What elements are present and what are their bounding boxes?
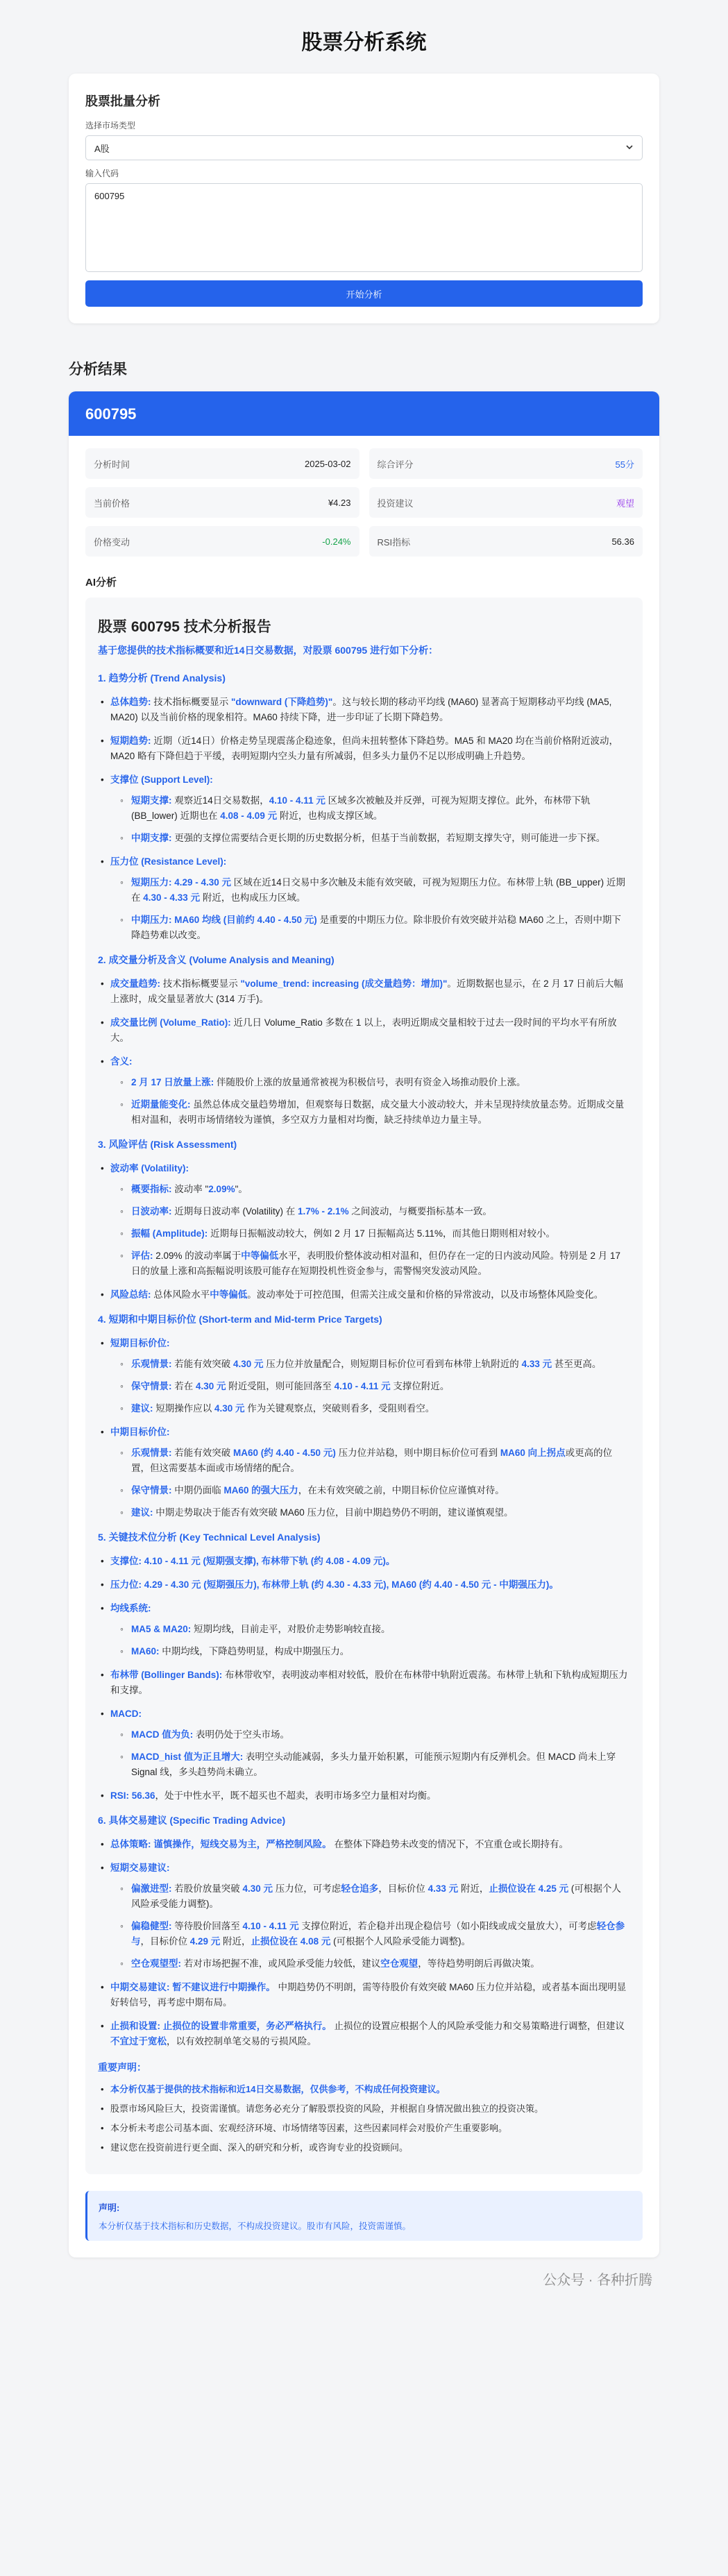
list-item: • MACD: ◦ MACD 值为负: 表明仍处于空头市场。 ◦ MACD_hist 值为正且增大: 表明空头动能减弱，多头力量开始积累，可能预示短期内有反弹机会。但 MACD 尚未上穿 Signal 线，多头趋势尚未确立。 [110, 1706, 630, 1780]
list-item: • 风险总结: 总体风险水平中等偏低。波动率处于可控范围，但需关注成交量和价格的异常波动，以及市场整体风险变化。 [110, 1287, 630, 1303]
section-trend: 1. 趋势分析 (Trend Analysis) [98, 672, 226, 684]
metric-change [85, 526, 359, 557]
metric-label: 综合评分 [377, 459, 414, 470]
list-item: ◦ MA60: 中期均线，下降趋势明显，构成中期强压力。 [131, 1644, 630, 1659]
code-textarea-value: 600795 [94, 191, 125, 201]
list-item: ◦ 中期压力: MA60 均线 (目前约 4.40 - 4.50 元) 是重要的中期压力位。除非股价有效突破并站稳 MA60 之上，否则中期下降趋势难以改变。 [131, 913, 630, 943]
list-item: ◦ 评估: 2.09% 的波动率属于中等偏低水平，表明股价整体波动相对温和，但仍存在一定的日内波动风险。特别是 2 月 17 日的放量上涨和高振幅说明该股可能存在短期投机性资金参与，需警惕突发波动风险。 [131, 1248, 630, 1279]
list-item: ◦ 振幅 (Amplitude): 近期每日振幅波动较大，例如 2 月 17 日振幅高达 5.11%，而其他日期则相对较小。 [131, 1226, 630, 1242]
result-stock-code: 600795 [69, 391, 659, 436]
metric-value: 2025-03-02 [305, 458, 351, 469]
start-analysis-button[interactable]: 开始分析 [85, 280, 643, 307]
metric-value: 56.36 [611, 536, 634, 547]
list-item: • 总体趋势: 技术指标概要显示 "downward (下降趋势)"。这与较长期的移动平均线 (MA60) 显著高于短期移动平均线 (MA5, MA20) 以及当前价格的现象相符。MA60 持续下降，进一步印证了长期下降趋势。 [110, 695, 630, 725]
list-item: • 均线系统: ◦ MA5 & MA20: 短期均线，目前走平，对股价走势影响较直接。 ◦ MA60: 中期均线，下降趋势明显，构成中期强压力。 [110, 1601, 630, 1659]
list-item: • 总体策略: 谨慎操作，短线交易为主，严格控制风险。 在整体下降趋势未改变的情况下，不宜重仓或长期持有。 [110, 1837, 630, 1852]
metric-label: 投资建议 [377, 498, 414, 509]
list-item: ◦ MACD_hist 值为正且增大: 表明空头动能减弱，多头力量开始积累，可能预示短期内有反弹机会。但 MACD 尚未上穿 Signal 线，多头趋势尚未确立。 [131, 1749, 630, 1780]
notice-box [85, 2191, 643, 2241]
code-input-label: 输入代码 [85, 169, 119, 178]
market-type-value: A股 [94, 143, 110, 154]
list-item: • 波动率 (Volatility): ◦ 概要指标: 波动率 "2.09%"。 ◦ 日波动率: 近期每日波动率 (Volatility) 在 1.7% - 2.1% 之间波动，与概要指标基本一致。 ◦ 振幅 (Amplitude): 近期每日振幅波动较大，例如 2 月 17 日振幅高达 5.11%，而其他日期则相对较小。 ◦ 评估: 2.09% 的波动率属于中等偏低水平，表明股价整体波动相对温和，但仍存在一定的日内波动风险。特别是 2 月 17 日的放量上涨和高振幅说明该股可能存在短期投机性资金参与，需警惕突发波动风险。 [110, 1161, 630, 1279]
list-item: ◦ 保守情景: 中期仍面临 MA60 的强大压力，在未有效突破之前，中期目标价位应谨慎对待。 [131, 1483, 630, 1498]
list-item: ◦ 偏稳健型: 等待股价回落至 4.10 - 4.11 元 支撑位附近，若企稳并出现企稳信号（如小阳线或成交量放大），可考虑轻仓参与，目标价位 4.29 元 附近，止损位设在 4.08 元 (可根据个人风险承受能力调整)。 [131, 1919, 630, 1949]
list-item: ◦ MACD 值为负: 表明仍处于空头市场。 [131, 1727, 630, 1743]
metrics-grid [69, 436, 659, 564]
section-volume: 2. 成交量分析及含义 (Volume Analysis and Meaning) [98, 954, 335, 965]
results-heading: 分析结果 [69, 362, 127, 378]
watermark [69, 2257, 659, 2299]
list-item: ◦ 建议: 短期操作应以 4.30 元 作为关键观察点，突破则看多，受阻则看空。 [131, 1401, 630, 1416]
notice-title: 声明: [99, 2203, 120, 2213]
list-item: • 含义: ◦ 2 月 17 日放量上涨: 伴随股价上涨的放量通常被视为积极信号，表明有资金入场推动股价上涨。 ◦ 近期量能变化: 虽然总体成交量趋势增加，但观察每日数据，成交量大小波动较大，并未呈现持续放量态势。近期成交量相对温和，表明市场情绪较为谨慎，多空双方力量相对均衡，缺乏持续单边力量主导。 [110, 1054, 630, 1128]
volume-list [98, 976, 630, 1128]
list-item: ◦ 短期压力: 4.29 - 4.30 元 区域在近14日交易中多次触及未能有效突破，可视为短期压力位。布林带上轨 (BB_upper) 近期在 4.30 - 4.33 元 附近，也构成压力区域。 [131, 875, 630, 906]
section-targets: 4. 短期和中期目标价位 (Short-term and Mid-term Price Targets) [98, 1314, 382, 1325]
list-item: • 短期交易建议: ◦ 偏激进型: 若股价放量突破 4.30 元 压力位，可考虑轻仓追多，目标价位 4.33 元 附近，止损位设在 4.25 元 (可根据个人风险承受能力调整)。 ◦ 偏稳健型: 等待股价回落至 4.10 - 4.11 元 支撑位附近，若企稳并出现企稳信号（如小阳线或成交量放大），可考虑轻仓参与，目标价位 4.29 元 附近，止损位设在 4.08 元 (可根据个人风险承受能力调整)。 ◦ 空仓观望型: 若对市场把握不准，或风险承受能力较低，建议空仓观望，等待趋势明朗后再做决策。 [110, 1861, 630, 1972]
report-title: 股票 600795 技术分析报告 [98, 619, 271, 635]
market-type-select[interactable] [85, 135, 643, 160]
list-item: • 短期趋势: 近期（近14日）价格走势呈现震荡企稳迹象，但尚未扭转整体下降趋势。MA5 和 MA20 均在当前价格附近波动，MA20 略有下降但趋于平缓，表明短期内空头力量有所减弱，但多头力量仍不足以形成明确上升趋势。 [110, 734, 630, 764]
list-item: ◦ 概要指标: 波动率 "2.09%"。 [131, 1182, 630, 1197]
list-item: ◦ 中期支撑: 更强的支撑位需要结合更长期的历史数据分析，但基于当前数据，若短期支撑失守，则可能进一步下探。 [131, 831, 630, 846]
metric-label: RSI指标 [377, 536, 411, 548]
list-item: ◦ 日波动率: 近期每日波动率 (Volatility) 在 1.7% - 2.1% 之间波动，与概要指标基本一致。 [131, 1204, 630, 1219]
report-intro: 基于您提供的技术指标概要和近14日交易数据，对股票 600795 进行如下分析： [98, 645, 439, 656]
targets-list [98, 1336, 630, 1520]
important-statement-list [98, 2083, 630, 2155]
list-item: ◦ 空仓观望型: 若对市场把握不准，或风险承受能力较低，建议空仓观望，等待趋势明朗后再做决策。 [131, 1956, 630, 1972]
metric-label: 当前价格 [94, 498, 130, 509]
risk-list [98, 1161, 630, 1303]
section-levels: 5. 关键技术位分析 (Key Technical Level Analysis) [98, 1532, 321, 1543]
list-item: ◦ MA5 & MA20: 短期均线，目前走平，对股价走势影响较直接。 [131, 1622, 630, 1637]
list-item: ◦ 偏激进型: 若股价放量突破 4.30 元 压力位，可考虑轻仓追多，目标价位 4.33 元 附近，止损位设在 4.25 元 (可根据个人风险承受能力调整)。 [131, 1881, 630, 1912]
list-item: ◦ 2 月 17 日放量上涨: 伴随股价上涨的放量通常被视为积极信号，表明有资金入场推动股价上涨。 [131, 1075, 630, 1090]
page-title: 股票分析系统 [301, 31, 427, 54]
list-item: • 中期交易建议: 暂不建议进行中期操作。 中期趋势仍不明朗，需等待股价有效突破 MA60 压力位并站稳，或者基本面出现明显好转信号，再考虑中期布局。 [110, 1980, 630, 2010]
ai-analysis-title: AI分析 [85, 577, 117, 588]
metric-time [85, 448, 359, 479]
metric-price [85, 487, 359, 518]
list-item: ◦ 保守情景: 若在 4.30 元 附近受阻，则可能回落至 4.10 - 4.11 元 支撑位附近。 [131, 1379, 630, 1394]
metric-rsi [369, 526, 643, 557]
result-card [69, 391, 659, 2257]
list-item: • 支撑位: 4.10 - 4.11 元 (短期强支撑), 布林带下轨 (约 4.08 - 4.09 元)。 [110, 1554, 630, 1569]
ai-report [85, 598, 643, 2174]
list-item: • RSI: 56.36，处于中性水平，既不超买也不超卖，表明市场多空力量相对均衡。 [110, 1788, 630, 1804]
trend-list [98, 695, 630, 943]
list-item: • 布林带 (Bollinger Bands): 布林带收窄，表明波动率相对较低，股价在布林带中轨附近震荡。布林带上轨和下轨构成短期压力和支撑。 [110, 1668, 630, 1698]
list-item: • 中期目标价位: ◦ 乐观情景: 若能有效突破 MA60 (约 4.40 - 4.50 元) 压力位并站稳，则中期目标价位可看到 MA60 向上拐点或更高的位置，但这需要基本面或市场情绪的配合。 ◦ 保守情景: 中期仍面临 MA60 的强大压力，在未有效突破之前，中期目标价位应谨慎对待。 ◦ 建议: 中期走势取决于能否有效突破 MA60 压力位，目前中期趋势仍不明朗，建议谨慎观望。 [110, 1425, 630, 1520]
list-item: • 压力位: 4.29 - 4.30 元 (短期强压力), 布林带上轨 (约 4.30 - 4.33 元), MA60 (约 4.40 - 4.50 元 - 中期强压力)。 [110, 1577, 630, 1593]
metric-label: 价格变动 [94, 536, 130, 548]
section-advice: 6. 具体交易建议 (Specific Trading Advice) [98, 1815, 286, 1826]
metric-value: -0.24% [322, 536, 351, 547]
list-item: ◦ 短期支撑: 观察近14日交易数据，4.10 - 4.11 元 区域多次被触及并反弹，可视为短期支撑位。此外，布林带下轨 (BB_lower) 近期也在 4.08 - 4.09 元 附近，也构成支撑区域。 [131, 793, 630, 824]
metric-value: ¥4.23 [328, 497, 351, 508]
list-item: • 本分析仅基于提供的技术指标和近14日交易数据，仅供参考，不构成任何投资建议。 [110, 2083, 630, 2096]
metric-score [369, 448, 643, 479]
advice-list [98, 1837, 630, 2049]
metric-value: 观望 [616, 498, 634, 509]
metric-value: 55分 [615, 459, 634, 470]
list-item: • 股票市场风险巨大，投资需谨慎。请您务必充分了解股票投资的风险，并根据自身情况做出独立的投资决策。 [110, 2102, 630, 2116]
list-item: • 支撑位 (Support Level): ◦ 短期支撑: 观察近14日交易数据，4.10 - 4.11 元 区域多次被触及并反弹，可视为短期支撑位。此外，布林带下轨 (BB_lower) 近期也在 4.08 - 4.09 元 附近，也构成支撑区域。 ◦ 中期支撑: 更强的支撑位需要结合更长期的历史数据分析，但基于当前数据，若短期支撑失守，则可能进一步下探。 [110, 772, 630, 846]
market-type-label: 选择市场类型 [85, 121, 136, 130]
metric-label: 分析时间 [94, 459, 130, 470]
form-heading: 股票批量分析 [85, 94, 160, 108]
list-item: • 本分析未考虑公司基本面、宏观经济环境、市场情绪等因素，这些因素同样会对股价产生重要影响。 [110, 2121, 630, 2135]
list-item: • 成交量比例 (Volume_Ratio): 近几日 Volume_Ratio 多数在 1 以上，表明近期成交量相较于过去一段时间的平均水平有所放大。 [110, 1015, 630, 1046]
list-item: ◦ 乐观情景: 若能有效突破 MA60 (约 4.40 - 4.50 元) 压力位并站稳，则中期目标价位可看到 MA60 向上拐点或更高的位置，但这需要基本面或市场情绪的配合。 [131, 1446, 630, 1476]
watermark-text: 公众号 · 各种折腾 [543, 2273, 652, 2288]
batch-analysis-form [69, 74, 659, 323]
notice-text: 本分析仅基于技术指标和历史数据，不构成投资建议。股市有风险，投资需谨慎。 [99, 2221, 412, 2231]
list-item: ◦ 乐观情景: 若能有效突破 4.30 元 压力位并放量配合，则短期目标价位可看到布林带上轨附近的 4.33 元 甚至更高。 [131, 1357, 630, 1372]
list-item: ◦ 建议: 中期走势取决于能否有效突破 MA60 压力位，目前中期趋势仍不明朗，建议谨慎观望。 [131, 1505, 630, 1520]
important-statement-title: 重要声明： [98, 2062, 146, 2073]
section-risk: 3. 风险评估 (Risk Assessment) [98, 1139, 237, 1150]
list-item: ◦ 近期量能变化: 虽然总体成交量趋势增加，但观察每日数据，成交量大小波动较大，并未呈现持续放量态势。近期成交量相对温和，表明市场情绪较为谨慎，多空双方力量相对均衡，缺乏持续单边力量主导。 [131, 1097, 630, 1128]
list-item: • 成交量趋势: 技术指标概要显示 "volume_trend: increasing (成交量趋势：增加)"。近期数据也显示，在 2 月 17 日前后大幅上涨时，成交量显著放大 (314 万手)。 [110, 976, 630, 1007]
metric-advice [369, 487, 643, 518]
list-item: • 建议您在投资前进行更全面、深入的研究和分析，或咨询专业的投资顾问。 [110, 2141, 630, 2155]
levels-list [98, 1554, 630, 1804]
list-item: • 短期目标价位: ◦ 乐观情景: 若能有效突破 4.30 元 压力位并放量配合，则短期目标价位可看到布林带上轨附近的 4.33 元 甚至更高。 ◦ 保守情景: 若在 4.30 元 附近受阻，则可能回落至 4.10 - 4.11 元 支撑位附近。 ◦ 建议: 短期操作应以 4.30 元 作为关键观察点，突破则看多，受阻则看空。 [110, 1336, 630, 1416]
chevron-down-icon [625, 143, 634, 153]
code-textarea[interactable] [85, 183, 643, 272]
list-item: • 止损和设置: 止损位的设置非常重要，务必严格执行。 止损位的设置应根据个人的风险承受能力和交易策略进行调整，但建议不宜过于宽松，以有效控制单笔交易的亏损风险。 [110, 2019, 630, 2049]
list-item: • 压力位 (Resistance Level): ◦ 短期压力: 4.29 - 4.30 元 区域在近14日交易中多次触及未能有效突破，可视为短期压力位。布林带上轨 (BB_upper) 近期在 4.30 - 4.33 元 附近，也构成压力区域。 ◦ 中期压力: MA60 均线 (目前约 4.40 - 4.50 元) 是重要的中期压力位。除非股价有效突破并站稳 MA60 之上，否则中期下降趋势难以改变。 [110, 854, 630, 943]
